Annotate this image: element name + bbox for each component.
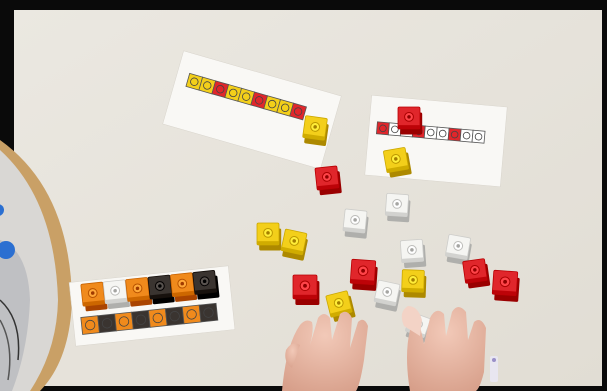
linking-cube [401, 270, 426, 298]
printed-square [460, 129, 473, 142]
printed-square [472, 130, 485, 143]
linking-cube [492, 270, 520, 302]
linking-cube [385, 193, 411, 222]
printed-square [81, 316, 100, 335]
linking-cube [398, 107, 422, 135]
linking-cube [342, 209, 369, 239]
printed-square [132, 310, 151, 329]
printed-square [98, 314, 117, 333]
printed-square [148, 309, 167, 328]
linking-cube [293, 275, 319, 305]
printed-square [182, 305, 201, 324]
printed-square [115, 312, 134, 331]
printed-square [424, 126, 437, 139]
printed-square [448, 128, 461, 141]
linking-cube [400, 239, 426, 268]
printed-square [376, 122, 389, 135]
pattern-card-red-white [365, 95, 507, 187]
linking-cube [302, 116, 330, 147]
printed-square [199, 303, 218, 322]
printed-square [436, 127, 449, 140]
linking-cube [350, 259, 378, 291]
printed-square [165, 307, 184, 326]
linking-cube [257, 223, 281, 251]
